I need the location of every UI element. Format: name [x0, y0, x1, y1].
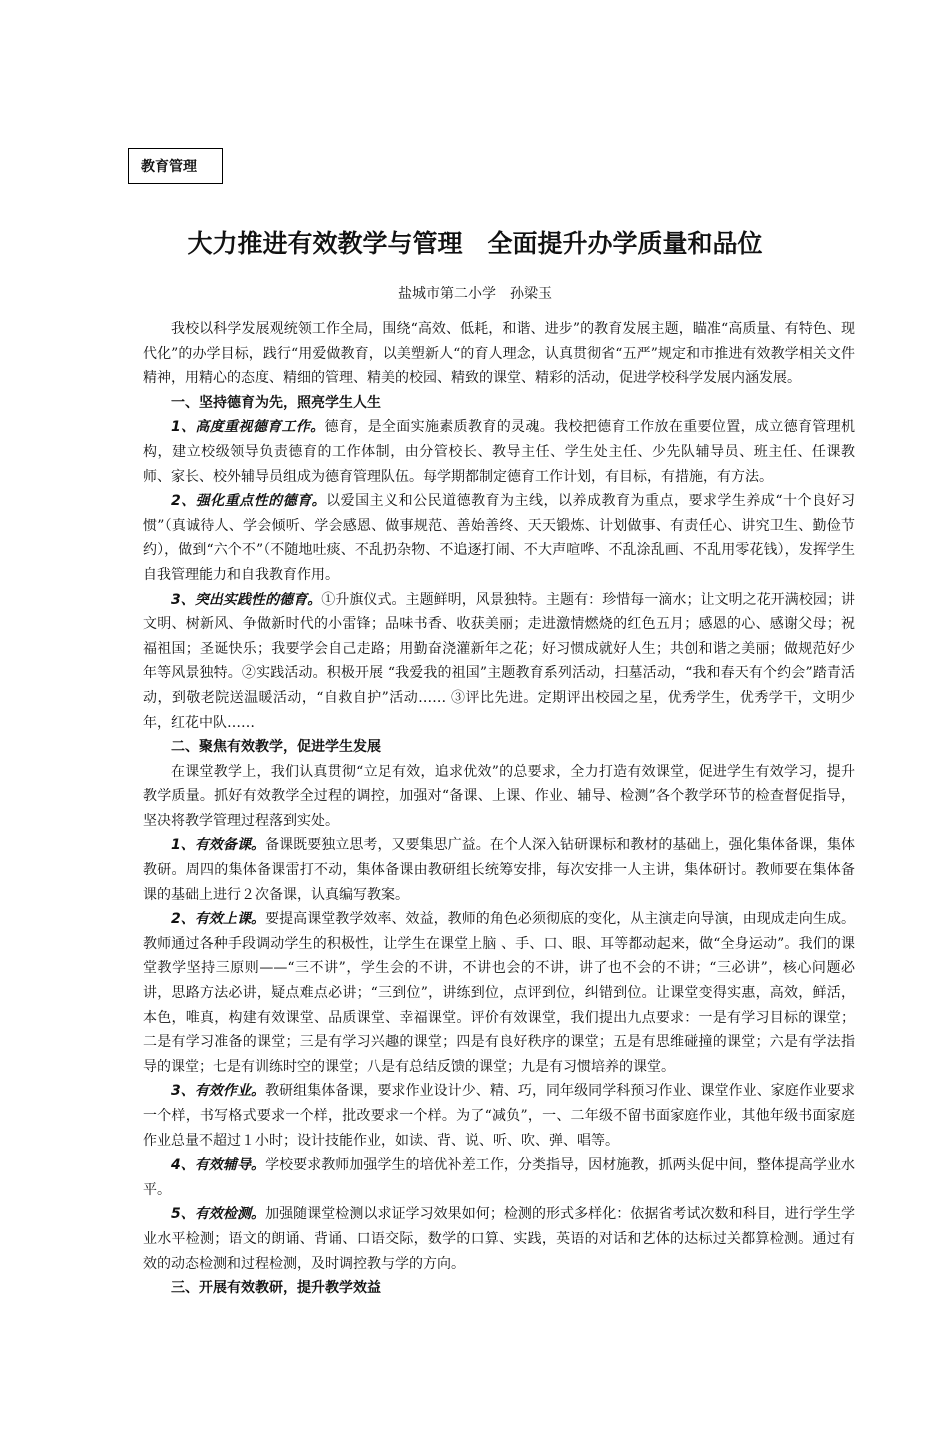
section-2-item-1	[143, 833, 855, 907]
section-2-item-2	[143, 907, 855, 1079]
section-2-item-4	[143, 1153, 855, 1202]
item-lead: 2、强化重点性的德育。	[171, 493, 327, 510]
section-2-intro: 在课堂教学上，我们认真贯彻“立足有效，追求优效”的总要求，全力打造有效课堂，促进学生有效学习，提升教学质量。抓好有效教学全过程的调控，加强对“备课、上课、作业、辅导、检测”各个教学环节的检查督促指导，坚决将教学管理过程落到实处。	[143, 763, 855, 829]
item-lead: 1、有效备课。	[171, 837, 266, 854]
section-heading-2: 二、聚焦有效教学，促进学生发展	[171, 739, 381, 756]
article-title: 大力推进有效教学与管理 全面提升办学质量和品位	[187, 229, 763, 258]
section-1-item-3	[143, 588, 855, 736]
item-lead: 3、突出实践性的德育。	[171, 591, 322, 608]
section-2-item-3	[143, 1079, 855, 1153]
section-2-item-5	[143, 1202, 855, 1276]
section-heading-1: 一、坚持德育为先，照亮学生人生	[171, 394, 381, 411]
item-lead: 4、有效辅导。	[171, 1157, 266, 1174]
item-body: ①升旗仪式。主题鲜明，风景独特。主题有：珍惜每一滴水；让文明之花开满校园；讲文明、树新风、争做新时代的小雷锋；品味书香、收获美丽；走进激情燃烧的红色五月；感恩的心、感谢父母；祝福祖国；圣诞快乐；我要学会自己走路；用勤奋浇灌新年之花；好习惯成就好人生；共创和谐之美丽；做规范好少年等风景独特。②实践活动。积极开展 “我爱我的祖国”主题教育系列活动，扫墓活动，“我和春天有个约会”踏青活动，到敬老院送温暖活动，“自救自护”活动…… ③评比先进。定期评出校园之星，优秀学生，优秀学干，文明少年，红花中队……	[143, 591, 855, 731]
category-tag: 教育管理	[128, 148, 223, 184]
item-body: 学校要求教师加强学生的培优补差工作，分类指导，因材施教，抓两头促中间，整体提高学业水平。	[143, 1157, 855, 1198]
item-body: 要提高课堂教学效率、效益，教师的角色必须彻底的变化，从主演走向导演，由现成走向生成。教师通过各种手段调动学生的积极性，让学生在课堂上脑 、手、口、眼、耳等都动起来，做“全身运动”。我们的课堂教学坚持三原则——“三不讲”，学生会的不讲，不讲也会的不讲，讲了也不会的不讲；“三必讲”，核心问题必讲，思路方法必讲，疑点难点必讲；“三到位”，讲练到位，点评到位，纠错到位。让课堂变得实惠，高效，鲜活，本色，唯真，构建有效课堂、品质课堂、幸福课堂。评价有效课堂，我们提出九点要求：一是有学习目标的课堂；二是有学习准备的课堂；三是有学习兴趣的课堂；四是有良好秩序的课堂；五是有思维碰撞的课堂；六是有学法指导的课堂；七是有训练时空的课堂；八是有总结反馈的课堂；九是有习惯培养的课堂。	[143, 911, 855, 1075]
item-lead: 3、有效作业。	[171, 1083, 266, 1100]
item-lead: 1、高度重视德育工作。	[171, 419, 325, 436]
author-line: 盐城市第二小学 孙梁玉	[398, 286, 552, 302]
section-heading-3: 三、开展有效教研，提升教学效益	[171, 1280, 381, 1297]
article-body	[143, 317, 855, 1301]
item-lead: 2、有效上课。	[171, 911, 266, 928]
intro-paragraph: 我校以科学发展观统领工作全局，围绕“高效、低耗，和谐、进步”的教育发展主题，瞄准“高质量、有特色、现代化”的办学目标，践行“用爱做教育，以美塑新人“的育人理念，认真贯彻省“五严”规定和市推进有效教学相关文件精神，用精心的态度、精细的管理、精美的校园、精致的课堂、精彩的活动，促进学校科学发展内涵发展。	[143, 321, 855, 387]
section-1-item-1	[143, 415, 855, 489]
item-lead: 5、有效检测。	[171, 1206, 266, 1223]
item-body: 以爱国主义和公民道德教育为主线，以养成教育为重点，要求学生养成“十个良好习惯”（真诚待人、学会倾听、学会感恩、做事规范、善始善终、天天锻炼、计划做事、有责任心、讲究卫生、勤俭节约），做到“六个不”（不随地吐痰、不乱扔杂物、不追逐打闹、不大声喧哗、不乱涂乱画、不乱用零花钱），发挥学生自我管理能力和自我教育作用。	[143, 493, 856, 583]
item-body: 教研组集体备课，要求作业设计少、精、巧，同年级同学科预习作业、课堂作业、家庭作业要求一个样，书写格式要求一个样，批改要求一个样。为了“减负”，一、二年级不留书面家庭作业，其他年级书面家庭作业总量不超过１小时；设计技能作业，如读、背、说、听、吹、弹、唱等。	[143, 1083, 855, 1149]
section-1-item-2	[143, 489, 855, 587]
item-body: 德育，是全面实施素质教育的灵魂。我校把德育工作放在重要位置，成立德育管理机构，建立校级领导负责德育的工作体制，由分管校长、教导主任、学生处主任、少先队辅导员、班主任、任课教师、家长、校外辅导员组成为德育管理队伍。每学期都制定德育工作计划，有目标，有措施，有方法。	[143, 419, 855, 485]
item-body: 备课既要独立思考，又要集思广益。在个人深入钻研课标和教材的基础上，强化集体备课，集体教研。周四的集体备课雷打不动，集体备课由教研组长统筹安排，每次安排一人主讲，集体研讨。教师要在集体备课的基础上进行２次备课，认真编写教案。	[143, 837, 855, 903]
item-body: 加强随课堂检测以求证学习效果如何；检测的形式多样化：依据省考试次数和科目，进行学生学业水平检测；语文的朗诵、背诵、口语交际，数学的口算、实践，英语的对话和艺体的达标过关都算检测。通过有效的动态检测和过程检测，及时调控教与学的方向。	[143, 1206, 855, 1272]
